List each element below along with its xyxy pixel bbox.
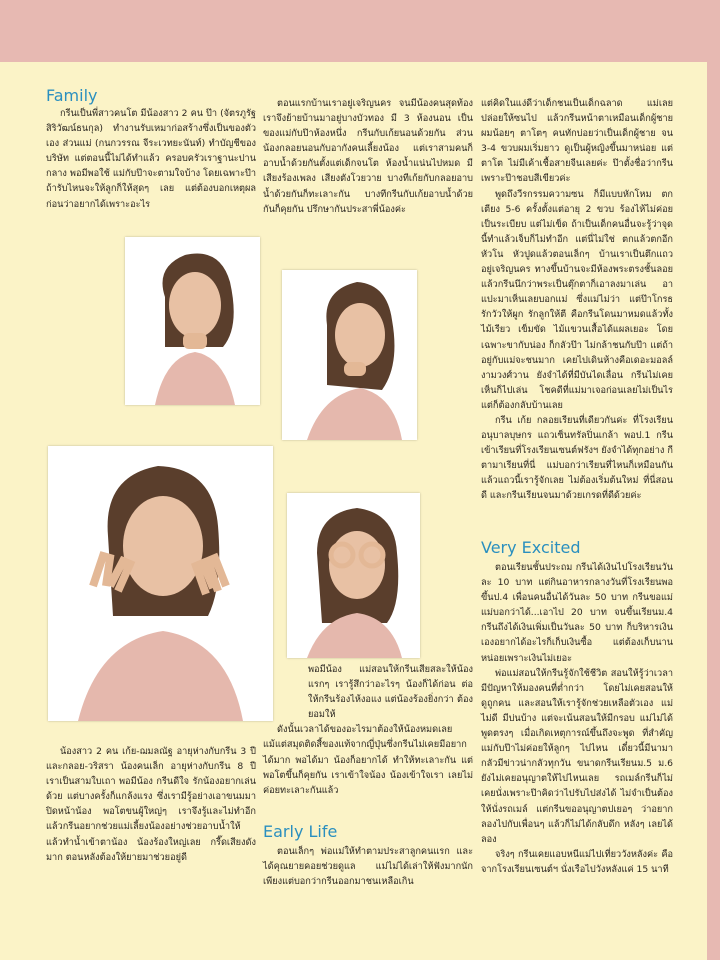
paragraph: ดังนั้นเวลาได้ของอะไรมาต้องให้น้องหมดเลย แม้แต่สมุดติดสี้ของแท้จากญี่ปุ่นซึ่งกรีนไม่เคยมีอยากได้มาก พอได้มา น้องก็อยากได้ ทำให้ทะเลาะกัน แต่พอโตขึ้นก็คุยกัน เราเข้าใจน้อง น้องเข้าใจเรา เลยไม่ค่อยทะเลาะกันแล้ว — [263, 724, 473, 796]
paragraph: จริงๆ กรีนเคยแอบหนีแม่ไปเที่ยววังหลังค่ะ คือจากโรงเรียนเซนต์ฯ นั่งเรือไปวังหลังแค่ 15 นาที — [481, 848, 673, 875]
right-text-top — [481, 96, 673, 504]
early-life-text — [263, 844, 473, 889]
paragraph: ตอนแรกบ้านเราอยู่เจริญนคร จนมีน้องคนสุดท้อง เราจึงย้ายบ้านมาอยู่บางบัวทอง มี 3 ห้องนอน เป็นของแม่กับป๊าห้องหนึ่ง กรีนกับเก้ยนอนด้วยกัน ส่วนน้องกลอยนอนกับอากังคนเลี้ยงน้อง แต่เราสามคนก็อาบน้ำด้วยกันตั้งแต่เด็กจนโต ห้องน้ำแน่นไปหมด มีเสียงร้องเพลง เสียงตังโวยวาย บางทีเก้ยกับกลอยอาบน้ำด้วยกันก็ทะเลาะกัน บางทีกรีนกับเก้ยอาบน้ำด้วยกันก็คุยกัน ปรึกษากันประสาพี่น้องค่ะ — [263, 98, 473, 215]
family-text-top — [46, 106, 256, 212]
paragraph: กรีน เก้ย กลอยเรียนที่เดียวกันค่ะ ที่โรงเรียนอนุบาลบุษกร แถวเซ็นทรัลปิ่นเกล้า พอป.1 กรีนเข้าเรียนที่โรงเรียนเซนต์ฟรังฯ ยังจำได้ทุกอย่าง กีตามาเรียนที่นี่ แม่บอกว่าเรียนที่ไหนก็เหมือนกัน แล้วแถวนี้เรารู้จักเลย ไม่ต้องเริ่มต้นใหม่ ที่นี่สอนดี และกรีนเรียนจนมาด้วยเกรดที่ดีด้วยค่ะ — [481, 414, 673, 502]
portrait-image — [125, 237, 260, 405]
paragraph: กรีนเป็นพี่สาวคนโต มีน้องสาว 2 คน ป๊า (จัตรภูรัฐ สิริวัฒน์ธนกุล) ทำงานรับเหมาก่อสร้างซึ่งเป็นของตัวเอง ส่วนแม่ (กนกวรรณ จีระเวทยะนันท์) ทำบัญชีของบริษัท แต่ตอนนี้ไม่ได้ทำแล้ว ครอบครัวเราฐานะปานกลาง พอมีพอใช้ แม่กับป๊าจะตามใจบ้าง โดยเฉพาะป๊า ถ้ารับไหนจะให้ลูกก็ให้สุดๆ เลย แต่ต้องบอกเหตุผลก่อนว่าอยากได้เพราะอะไร — [46, 108, 256, 210]
very-excited-text — [481, 560, 673, 877]
portrait-image — [48, 446, 273, 721]
paragraph: พ่อแม่สอนให้กรีนรู้จักใช้ชีวิต สอนให้รู้ว่าเวลามีปัญหาให้มองคนที่ต่ำกว่า โดยไม่เคยสอนให้ดูถูกคน และสอนให้เรารู้จักช่วยเหลือตัวเอง แม่ไม่ดี มีบ่นบ้าง แต่จะเน้นสอนให้มีกรอบ แม่ไม่ได้พูดตรงๆ เมื่อเกิดเหตุการณ์ขึ้นถึงจะพูด ที่สำคัญแม่กับป๊าไม่ค่อยให้ลูกๆ ไปไหน เดี๋ยวนี้มีนามากลัวมีข่าวน่ากลัวทุกวัน ขนาดกรีนเรียนม.5 ม.6 ยังไม่เคยอนุญาตให้ไปไหนเลย รถเมล์กรีนก็ไม่เคยนั่งเพราะป๊าคิดว่าไปรับไปส่งได้ ไม่จำเป็นต้องให้นั่งรถเมล์ แต่กรีนขออนุญาตปเยอๆ ว่าอยากลองไปกับเพื่อนๆ แล้วก็ไม่ได้กลับดึก หลังๆ เลยได้ลอง — [481, 667, 673, 845]
early-life-heading: Early Life — [263, 822, 338, 841]
paragraph: น้องสาว 2 คน เก้ย-ฌมลณัฐ อายุห่างกับกรีน 3 ปี และกลอย-วริสรา น้องคนเล็ก อายุห่างกับกรีน 8 ปี เราเป็นสามใบเถา พอมีน้อง กรีนดีใจ รักน้องอยากเล่นด้วย แต่บางครั้งก็แกล้งแรง ซึ่งเรามีรู้อย่างเอาขนมมาปิดหน้าน้อง พอโตขนผู้ใหญ่ๆ เราจึงรู้และไม่ทำอีก แล้วกรีนอยากช่วยแม่เลี้ยงน้องอย่างช่วยอาบน้ำให้ แล้วทำน้ำเข้าตาน้อง น้องร้องใหญ่เลย กรี๊ดเสียงดังมาก ตอนหลังต้องให้ยายมาช่วยอยู่ดี — [46, 746, 256, 863]
middle-text-top — [263, 96, 473, 217]
paragraph: แต่คิดในแง่ดีว่าเด็กชนเป็นเด็กฉลาด แม่เลยปล่อยให้ซนไป แล้วกรีนหน้าตาเหมือนเด็กผู้ชาย ผมน้อยๆ ตาโตๆ คนทักบ่อยว่าเป็นเด็กผู้ชาย จน 3-4 ขวบผมเริ่มยาว ดูเป็นผู้หญิงขึ้นมาหน่อย แต่ตาโต ไม่มีเค้าเชื้อสายจีนเลยค่ะ ป๊าตั้งชื่อว่ากรีน เพราะป๊าชอบสีเขียวค่ะ — [481, 98, 673, 185]
photo-finger-goggles — [287, 493, 420, 658]
very-excited-heading: Very Excited — [481, 538, 581, 557]
paragraph: ตอนเรียนชั้นประถม กรีนได้เงินไปโรงเรียนวันละ 10 บาท แต่กินอาหารกลางวันที่โรงเรียนพอขึ้นป.4 เพื่อนคนอื่นได้วันละ 50 บาท กรีนขอแม่แม่บอกว่าได้...เอาไป 20 บาท จนขึ้นเรียนม.4 กรีนถึงได้เงินเพิ่มเป็นวันละ 50 บาท ก็บริหารเงินเองอยากได้อะไรก็เก็บเงินซื้อ แต่ต้องเก็บนานหน่อยเพราะเงินไม่เยอะ — [481, 562, 673, 664]
family-text-bottom — [46, 744, 256, 865]
photo-hand-on-chin — [282, 270, 417, 440]
family-heading: Family — [46, 86, 98, 105]
portrait-image — [282, 270, 417, 440]
portrait-image — [287, 493, 420, 658]
middle-text-lower — [263, 662, 473, 798]
photo-hand-on-mouth — [125, 237, 260, 405]
paragraph: ตอนเล็กๆ พ่อแม่ให้ทำตามประสาลูกคนแรก และได้คุณยายคอยช่วยดูแล แม่ไม่ได้เล่าให้ฟังมากนัก เพียงแต่บอกว่ากรีนออกมาชนเหลือเกิน — [263, 846, 473, 888]
paragraph: พูดถึงวีรกรรมความซน ก็มีแบบหักโหม ตกเตียง 5-6 ครั้งตั้งแต่อายุ 2 ขวบ ร้องไห้ไม่ค่อยเป็นระเบียบ แต่ไม่เข็ด ถ้าเป็นเด็กคนอื่นจะรู้ว่าจุดนี้ทำแล้วเจ็บก็ไม่ทำอีก แต่นี่ไม่ใช่ ตกแล้วตกอีก หัวโน หัวปูดแล้วตอนเล็กๆ บ้านเราเป็นตึกแถวอยู่เจริญนคร ทางขึ้นบ้านจะมีห้องพระตรงชั้นลอย แล้วกรีนนึกว่าพระเป็นตุ๊กตาก็เอาลงมาเล่น อาแปะมาเห็นเลยบอกแม่ ซึ่งแม่ไม่ว่า แต่ป๊าโกรธ รักวัวให้ผูก รักลูกให้ตี คือกรีนโดนมาหมดแล้วทั้งไม้เรียว เข็มขัด ไม้แขวนเสื้อได้แผลเยอะ โดยเฉพาะขากับน่อง ก็กลัวป๊า ไม่กล้าชนกับป๊า แต่ถ้าอยู่กับแม่จะชนมาก เคยไปเดินห้างคือเดอะมอลล์งามวงศ์วาน ยังจำได้ที่มีบันไดเลื่อน กรีนไม่เคยเห็นก็ไปเล่น โชคดีที่แม่มาเจอก่อนเลยไม่เป็นไร แต่ก็ต้องกลับบ้านเลย — [481, 188, 673, 411]
paragraph: พอมีน้อง แม่สอนให้กรีนเสียสละให้น้องแรกๆ เรารู้สึกว่าอะไรๆ น้องก็ได้ก่อน ต่อให้กรีนร้องไห้งอแง แต่น้องร้องยิ่งกว่า ต้องยอมให้ — [308, 664, 473, 721]
magazine-page — [0, 62, 707, 960]
photo-peace-signs — [48, 446, 273, 721]
